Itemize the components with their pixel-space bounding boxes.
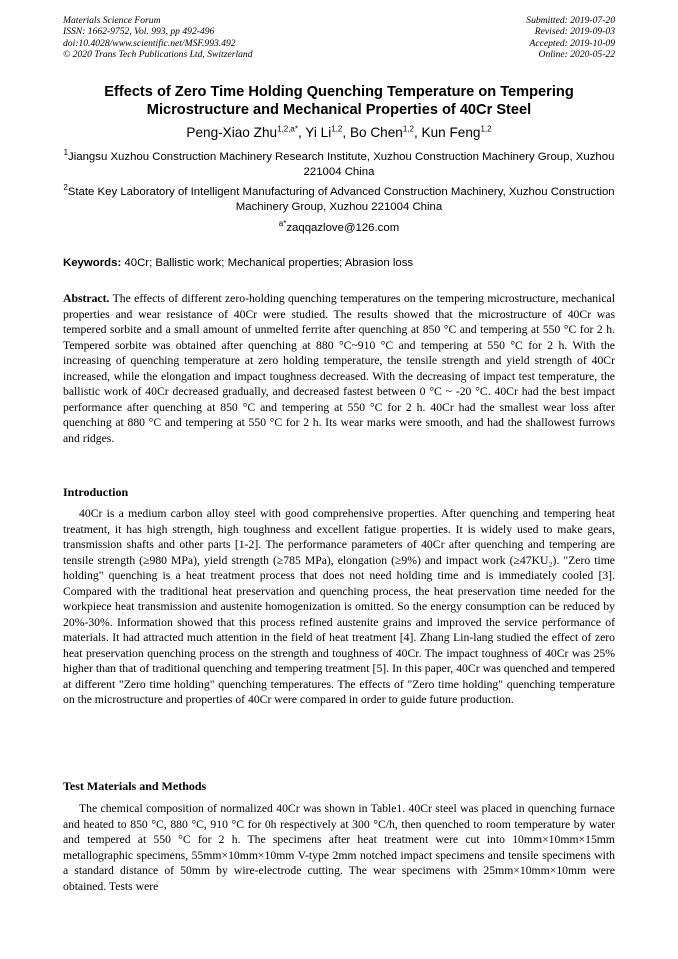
keywords-label: Keywords: [63, 257, 122, 269]
affiliation-2 [63, 185, 615, 215]
affiliation-text: State Key Laboratory of Intelligent Manufacturing of Advanced Construction Machinery, Xuzhou Construction Machinery Group, Xuzhou 221004 China [67, 186, 615, 213]
copyright: © 2020 Trans Tech Publications Ltd, Switzerland [63, 48, 253, 60]
methods-heading: Test Materials and Methods [63, 779, 207, 793]
author-separator: , [413, 125, 422, 140]
abstract [63, 291, 615, 446]
author-superscript: 1,2,a* [277, 124, 298, 134]
abstract-label: Abstract. [63, 292, 110, 305]
keywords [63, 256, 615, 271]
methods-paragraph: The chemical composition of normalized 40Cr was shown in Table1. 40Cr steel was placed in quenching furnace and heated to 850 °C, 880 °C, 910 °C for 0h respectively at 300 °C/h, then quenched to room temperature by water and tempered at 550 °C for 2 h. The specimens after heat treatment were cut into 10mm×10mm×15mm metallographic specimens, 55mm×10mm×10mm V-type 2mm notched impact specimens and tensile specimens with a standard distance of 50mm by wire-electrode cutting. The wear specimens with 25mm×10mm×10mm were obtained. Tests were [63, 802, 615, 893]
author-name: Bo Chen [349, 125, 403, 140]
paper-title [63, 83, 615, 119]
submitted-date: Submitted: 2019-07-20 [526, 15, 615, 26]
doi: doi:10.4028/www.scientific.net/MSF.993.492 [63, 37, 236, 49]
author-separator: , [297, 125, 306, 140]
affiliation-superscript: 1 [63, 148, 69, 158]
title-line-2: Microstructure and Mechanical Properties of 40Cr Steel [146, 102, 532, 118]
author-superscript: 1,2 [402, 124, 414, 134]
title-line-1: Effects of Zero Time Holding Quenching Temperature on Tempering [104, 84, 574, 100]
email-superscript: a* [278, 219, 287, 229]
abstract-text: The effects of different zero-holding quenching temperatures on the tempering microstructure, mechanical properties and wear resistance of 40Cr were studied. The results showed that the microstructure of 40Cr was tempered sorbite and a small amount of unmelted ferrite after quenching at 850 °C and tempering at 550 °C for 2 h. Tempered sorbite was obtained after quenching at 880 °C~910 °C and tempering at 550 °C for 2 h. With the increasing of quenching temperature at zero holding temperature, the tensile strength and yield strength of 40Cr increased, while the elongation and impact toughness decreased. With the decreasing of impact test temperature, the ballistic work of 40Cr decreased gradually, and decreased fastest between 0 °C ~ -20 °C. 40Cr had the best impact performance after quenching at 850 °C and tempering at 550 °C for 2 h. 40Cr had the smallest wear loss after quenching at 880 °C and tempering at 550 °C for 2 h. Its wear marks were smooth, and had the shallowest furrows and ridges. [63, 292, 615, 445]
issn: ISSN: 1662-9752, Vol. 993, pp 492-496 [63, 26, 215, 38]
affiliation-superscript: 2 [63, 183, 68, 193]
keywords-text: 40Cr; Ballistic work; Mechanical properties; Abrasion loss [124, 257, 414, 269]
affiliation-1 [63, 150, 615, 180]
author-superscript: 1,2 [480, 124, 492, 134]
author-list [63, 124, 615, 142]
accepted-date: Accepted: 2019-10-09 [529, 37, 615, 49]
introduction-heading: Introduction [63, 485, 129, 499]
author-name: Kun Feng [421, 125, 481, 140]
contact-email [63, 221, 615, 236]
introduction-paragraph: 40Cr is a medium carbon alloy steel with good comprehensive properties. After quenching and tempering heat treatment, it has high strength, high toughness and excellent fatigue properties. It is widely used to make gears, transmission shafts and other parts [1-2]. The performance parameters of 40Cr after quenching and tempering are tensile strength (≥980 MPa), yield strength (≥785 MPa), elongation (≥9%) and impact work (≥47KU₂). "Zero time holding" quenching is a heat treatment process that does not need holding time and is immediately cooled [3]. Compared with the traditional heat preservation and quenching process, the heat preservation time needed for the workpiece heat transmission and austenite homogenization is omitted. So the energy consumption can be reduced by 20%-30%. Information showed that this process refined austenite grains and improved the service performance of materials. It had attracted much attention in the field of heat treatment [4]. Zhang Lin-lang studied the effect of zero heat preservation quenching process on the strength and toughness of 40Cr. The impact toughness of 40Cr was 25% higher than that of traditional quenching and tempering treatment [5]. In this paper, 40Cr was quenched and tempered at different "Zero time holding" quenching temperatures. The effects of "Zero time holding" quenching temperature on the microstructure and properties of 40Cr were compared in order to guide future production. [63, 507, 615, 706]
author-superscript: 1,2 [331, 124, 343, 134]
author-name: Peng-Xiao Zhu [186, 125, 278, 140]
revised-date: Revised: 2019-09-03 [534, 26, 615, 38]
author-separator: , [342, 125, 350, 140]
journal-info [63, 15, 253, 60]
email-address: zaqqazlove@126.com [286, 222, 400, 234]
publication-dates [526, 15, 615, 60]
author-name: Yi Li [305, 125, 332, 140]
online-date: Online: 2020-05-22 [538, 48, 615, 60]
journal-name: Materials Science Forum [63, 15, 161, 26]
affiliation-text: Jiangsu Xuzhou Construction Machinery Research Institute, Xuzhou Construction Machinery Group, Xuzhou 221004 China [68, 151, 615, 178]
